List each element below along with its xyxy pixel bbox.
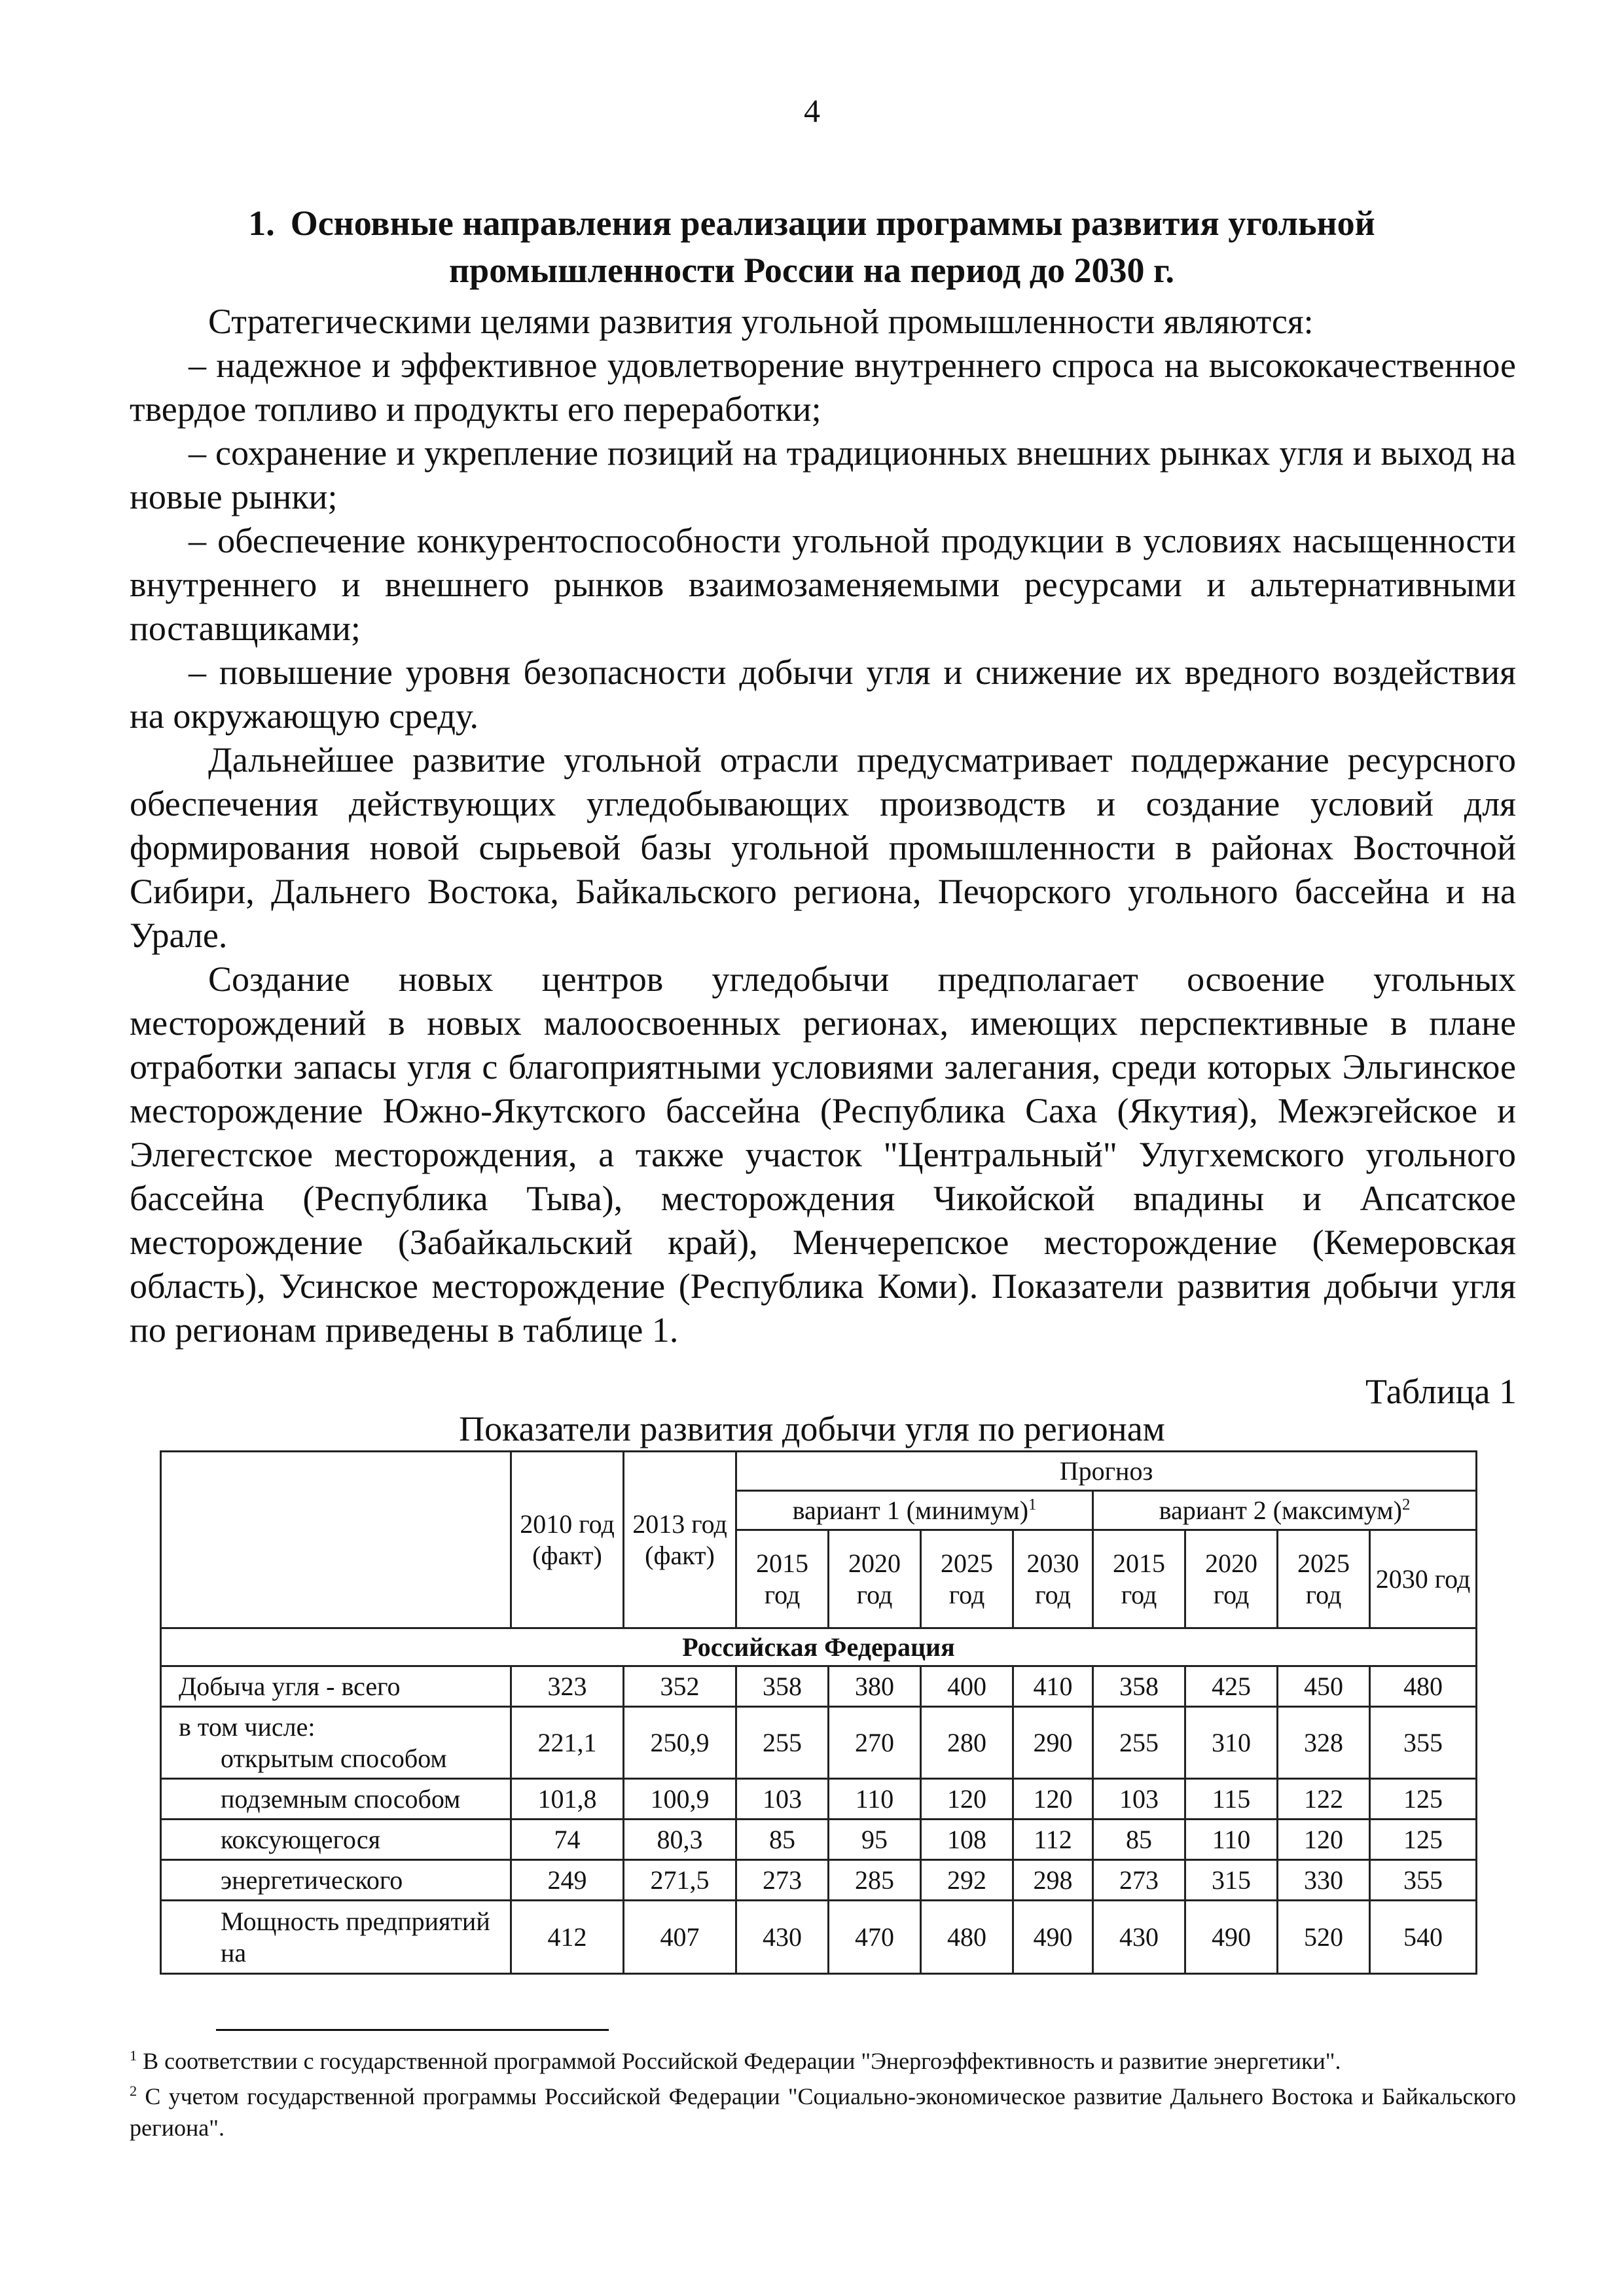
table-cell: 290 — [1013, 1707, 1093, 1779]
header-year: 2015 год — [736, 1530, 829, 1628]
table-cell: 407 — [624, 1901, 736, 1974]
table-row — [161, 1779, 1477, 1820]
table-cell: 380 — [829, 1666, 921, 1707]
header-variant-1: вариант 1 (минимум)$^1$ — [736, 1491, 1093, 1530]
table-cell: 540 — [1370, 1901, 1477, 1974]
table-title: Показатели развития добычи угля по регионам — [459, 1409, 1165, 1448]
footnote-text: В соответствии с государственной программой Российской Федерации "Энергоэффективность и развитие энергетики". — [143, 2048, 1341, 2074]
header-2010: 2010 год (факт) — [511, 1452, 624, 1628]
table-cell: 412 — [511, 1901, 624, 1974]
table-row — [161, 1666, 1477, 1707]
header-year: 2030 год — [1013, 1530, 1093, 1628]
row-label: в том числе: открытым способом — [161, 1707, 511, 1779]
body-text — [130, 300, 1516, 1352]
table-cell: 292 — [921, 1860, 1013, 1901]
table-cell: 110 — [1185, 1820, 1278, 1860]
section-heading — [131, 200, 1492, 294]
table-cell: 120 — [921, 1779, 1013, 1820]
footnote-mark: 1 — [130, 2047, 137, 2064]
table-cell: 430 — [736, 1901, 829, 1974]
table-cell: 100,9 — [624, 1779, 736, 1820]
table-cell: 103 — [736, 1779, 829, 1820]
coal-production-table — [160, 1450, 1477, 1975]
table-cell: 480 — [921, 1901, 1013, 1974]
variant-1-footnote-mark: 1 — [1028, 1496, 1037, 1514]
bullet-3: – обеспечение конкурентоспособности угольной продукции в условиях насыщенности внутреннего и внешнего рынков взаимозаменяемыми ресурсами и альтернативными поставщиками; — [130, 521, 1516, 648]
table-cell: 85 — [736, 1820, 829, 1860]
table-cell: 310 — [1185, 1707, 1278, 1779]
table-cell: 221,1 — [511, 1707, 624, 1779]
table-cell: 112 — [1013, 1820, 1093, 1860]
table-cell: 400 — [921, 1666, 1013, 1707]
table-cell: 273 — [736, 1860, 829, 1901]
table-cell: 122 — [1278, 1779, 1370, 1820]
table-cell: 271,5 — [624, 1860, 736, 1901]
table-cell: 255 — [1093, 1707, 1185, 1779]
table-cell: 323 — [511, 1666, 624, 1707]
table-cell: 355 — [1370, 1860, 1477, 1901]
table-cell: 280 — [921, 1707, 1013, 1779]
heading-line-1: Основные направления реализации программы развития угольной — [290, 204, 1375, 243]
table-row — [161, 1860, 1477, 1901]
table-cell: 520 — [1278, 1901, 1370, 1974]
header-empty-cell — [161, 1452, 511, 1628]
table-cell: 490 — [1013, 1901, 1093, 1974]
footnote-divider — [216, 2029, 609, 2031]
table-cell: 249 — [511, 1860, 624, 1901]
table-row — [161, 1901, 1477, 1974]
table-cell: 490 — [1185, 1901, 1278, 1974]
row-label: коксующегося — [161, 1820, 511, 1860]
section-russian-federation: Российская Федерация — [161, 1628, 1477, 1666]
table-cell: 250,9 — [624, 1707, 736, 1779]
table-cell: 85 — [1093, 1820, 1185, 1860]
table-cell: 120 — [1013, 1779, 1093, 1820]
footnote-2 — [130, 2081, 1516, 2144]
bullet-4: – повышение уровня безопасности добычи угля и снижение их вредного воздействия на окружающую среду. — [130, 653, 1516, 736]
table-row — [161, 1707, 1477, 1779]
table-cell: 80,3 — [624, 1820, 736, 1860]
footnotes — [130, 2045, 1516, 2147]
table-cell: 410 — [1013, 1666, 1093, 1707]
table-cell: 470 — [829, 1901, 921, 1974]
table-cell: 450 — [1278, 1666, 1370, 1707]
paragraph-3: Создание новых центров угледобычи предполагает освоение угольных месторождений в новых малоосвоенных регионах, имеющих перспективные в плане отработки запасы угля с благоприятными условиями залегания, среди которых Эльгинское месторождение Южно-Якутского бассейна (Республика Саха (Якутия), Межэгейское и Элегестское месторождения, а также участок "Центральный" Улугхемского угольного бассейна (Республика Тыва), месторождения Чикойской впадины и Апсатское месторождение (Забайкальский край), Менчерепское месторождение (Кемеровская область), Усинское месторождение (Республика Коми). Показатели развития добычи угля по регионам приведены в таблице 1. — [130, 960, 1516, 1350]
table-cell: 328 — [1278, 1707, 1370, 1779]
table-cell: 115 — [1185, 1779, 1278, 1820]
row-label: энергетического — [161, 1860, 511, 1901]
table-row — [161, 1820, 1477, 1860]
variant-2-footnote-mark: 2 — [1401, 1496, 1411, 1514]
table-cell: 125 — [1370, 1779, 1477, 1820]
bullet-2: – сохранение и укрепление позиций на традиционных внешних рынках угля и выход на новые рынки; — [130, 433, 1516, 516]
table-cell: 120 — [1278, 1820, 1370, 1860]
table-cell: 74 — [511, 1820, 624, 1860]
footnote-mark: 2 — [130, 2083, 137, 2099]
table-cell: 95 — [829, 1820, 921, 1860]
footnote-1 — [130, 2045, 1516, 2077]
header-year: 2030 год — [1370, 1530, 1477, 1628]
table-cell: 108 — [921, 1820, 1013, 1860]
page-number: 4 — [804, 92, 820, 129]
table-cell: 425 — [1185, 1666, 1278, 1707]
header-2013: 2013 год (факт) — [624, 1452, 736, 1628]
header-variant-2: вариант 2 (максимум)$^2$ — [1093, 1491, 1477, 1530]
row-label: Мощность предприятий на — [161, 1901, 511, 1974]
table-cell: 101,8 — [511, 1779, 624, 1820]
table-cell: 270 — [829, 1707, 921, 1779]
table-cell: 285 — [829, 1860, 921, 1901]
header-year: 2015 год — [1093, 1530, 1185, 1628]
header-year: 2025 год — [1278, 1530, 1370, 1628]
footnote-text: С учетом государственной программы Российской Федерации "Социально-экономическое развитие Дальнего Востока и Байкальского региона". — [130, 2083, 1516, 2141]
table-cell: 298 — [1013, 1860, 1093, 1901]
table-cell: 355 — [1370, 1707, 1477, 1779]
table-cell: 110 — [829, 1779, 921, 1820]
table-cell: 480 — [1370, 1666, 1477, 1707]
table-cell: 255 — [736, 1707, 829, 1779]
table-cell: 358 — [736, 1666, 829, 1707]
paragraph-2: Дальнейшее развитие угольной отрасли предусматривает поддержание ресурсного обеспечения действующих угледобывающих производств и создание условий для формирования новой сырьевой базы угольной промышленности в районах Восточной Сибири, Дальнего Востока, Байкальского региона, Печорского угольного бассейна и на Урале. — [130, 740, 1516, 955]
row-label: Добыча угля - всего — [161, 1666, 511, 1707]
table-label: Таблица 1 — [1365, 1372, 1517, 1411]
table-cell: 358 — [1093, 1666, 1185, 1707]
header-year: 2025 год — [921, 1530, 1013, 1628]
paragraph-intro: Стратегическими целями развития угольной промышленности являются: — [208, 302, 1314, 341]
table-cell: 352 — [624, 1666, 736, 1707]
header-forecast: Прогноз — [736, 1452, 1477, 1491]
table-cell: 430 — [1093, 1901, 1185, 1974]
header-year: 2020 год — [829, 1530, 921, 1628]
row-label-prefix: в том числе: — [179, 1712, 316, 1742]
heading-number: 1. — [248, 204, 275, 243]
table-cell: 330 — [1278, 1860, 1370, 1901]
header-year: 2020 год — [1185, 1530, 1278, 1628]
table-cell: 273 — [1093, 1860, 1185, 1901]
table-cell: 315 — [1185, 1860, 1278, 1901]
bullet-1: – надежное и эффективное удовлетворение внутреннего спроса на высококачественное твердое топливо и продукты его переработки; — [130, 346, 1516, 429]
heading-line-2: промышленности России на период до 2030 г. — [449, 251, 1174, 290]
row-label: подземным способом — [161, 1779, 511, 1820]
table-cell: 103 — [1093, 1779, 1185, 1820]
table-cell: 125 — [1370, 1820, 1477, 1860]
